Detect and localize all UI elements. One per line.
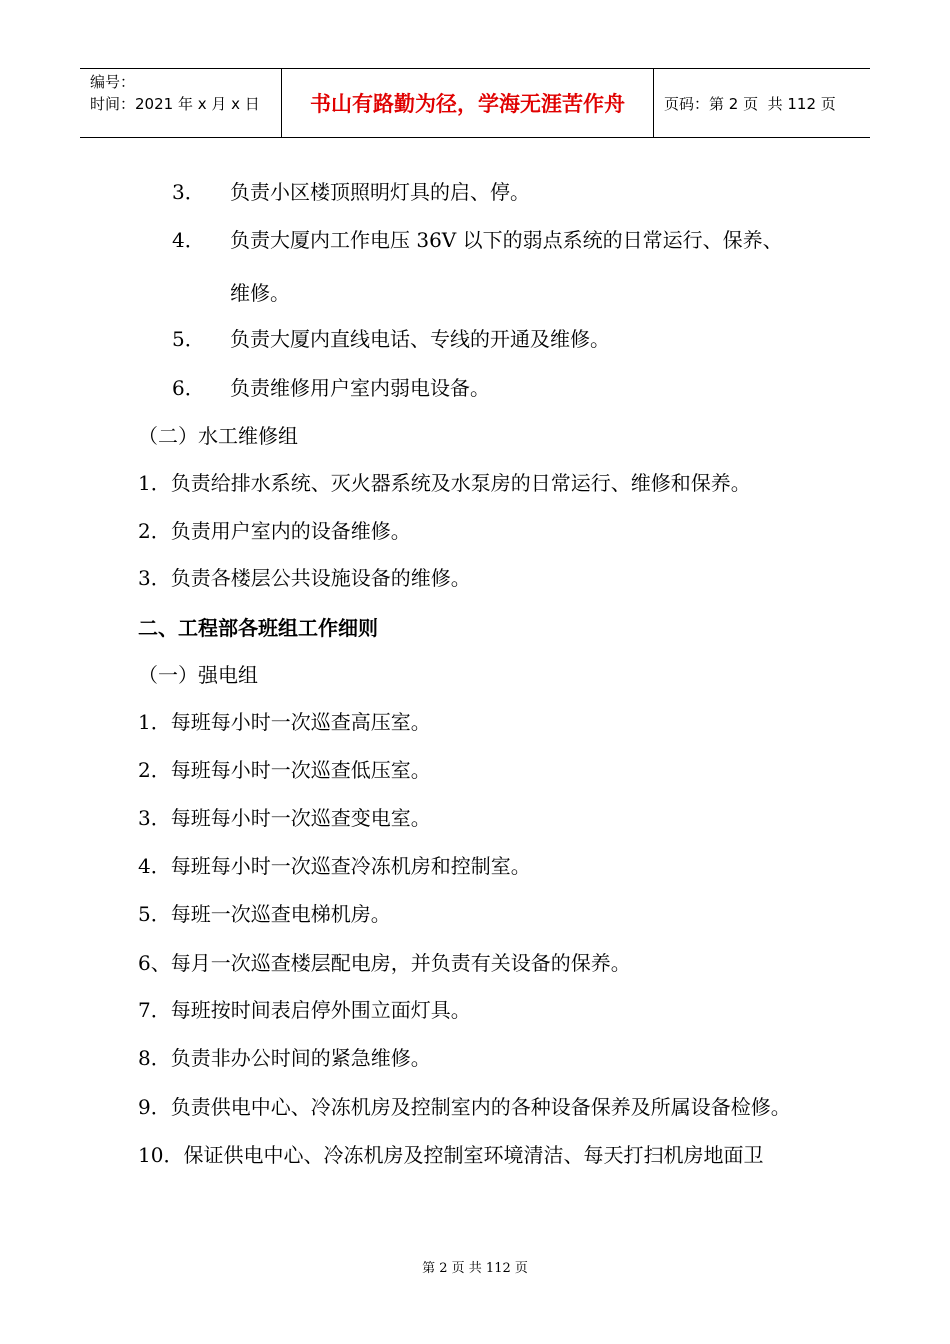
list-item: 2．每班每小时一次巡查低压室。 [138, 758, 431, 782]
list-item: 5．每班一次巡查电梯机房。 [138, 902, 391, 926]
list-item: 9．负责供电中心、冷冻机房及控制室内的各种设备保养及所属设备检修。 [138, 1095, 791, 1119]
list-item: 3． 负责小区楼顶照明灯具的启、停。 [172, 180, 530, 204]
list-item: 10．保证供电中心、冷冻机房及控制室环境清洁、每天打扫机房地面卫 [138, 1143, 764, 1167]
list-item: 3．每班每小时一次巡查变电室。 [138, 806, 431, 830]
header-meta-cell [80, 69, 282, 137]
section-heading-strong: （一）强电组 [138, 663, 258, 687]
list-item: 1．每班每小时一次巡查高压室。 [138, 710, 431, 734]
list-item: 6、每月一次巡查楼层配电房，并负责有关设备的保养。 [138, 951, 631, 975]
list-item: 8．负责非办公时间的紧急维修。 [138, 1046, 431, 1070]
list-item: 4． 负责大厦内工作电压 36V 以下的弱点系统的日常运行、保养、 [172, 228, 783, 252]
list-item: 3．负责各楼层公共设施设备的维修。 [138, 566, 471, 590]
header-motto: 书山有路勤为径，学海无涯苦作舟 [282, 69, 654, 137]
footer-page-number: 第 2 页 共 112 页 [422, 1261, 528, 1276]
serial-number-label: 编号： [90, 73, 136, 91]
document-header [80, 68, 870, 138]
page-footer [0, 1257, 950, 1276]
date-label: 时间：2021 年 x 月 x 日 [90, 95, 260, 113]
list-item: 6． 负责维修用户室内弱电设备。 [172, 376, 490, 400]
list-item: 7．每班按时间表启停外围立面灯具。 [138, 998, 471, 1022]
list-item: 4．每班每小时一次巡查冷冻机房和控制室。 [138, 854, 531, 878]
list-item: 1．负责给排水系统、灭火器系统及水泵房的日常运行、维修和保养。 [138, 471, 751, 495]
list-item-continuation: 维修。 [230, 281, 290, 305]
list-item: 5． 负责大厦内直线电话、专线的开通及维修。 [172, 327, 610, 351]
section-heading-water: （二）水工维修组 [138, 424, 298, 448]
list-item: 2．负责用户室内的设备维修。 [138, 519, 411, 543]
header-page-info-cell [654, 69, 870, 137]
header-page-info: 页码：第 2 页 共 112 页 [664, 94, 836, 113]
section-heading-2: 二、工程部各班组工作细则 [138, 616, 378, 640]
